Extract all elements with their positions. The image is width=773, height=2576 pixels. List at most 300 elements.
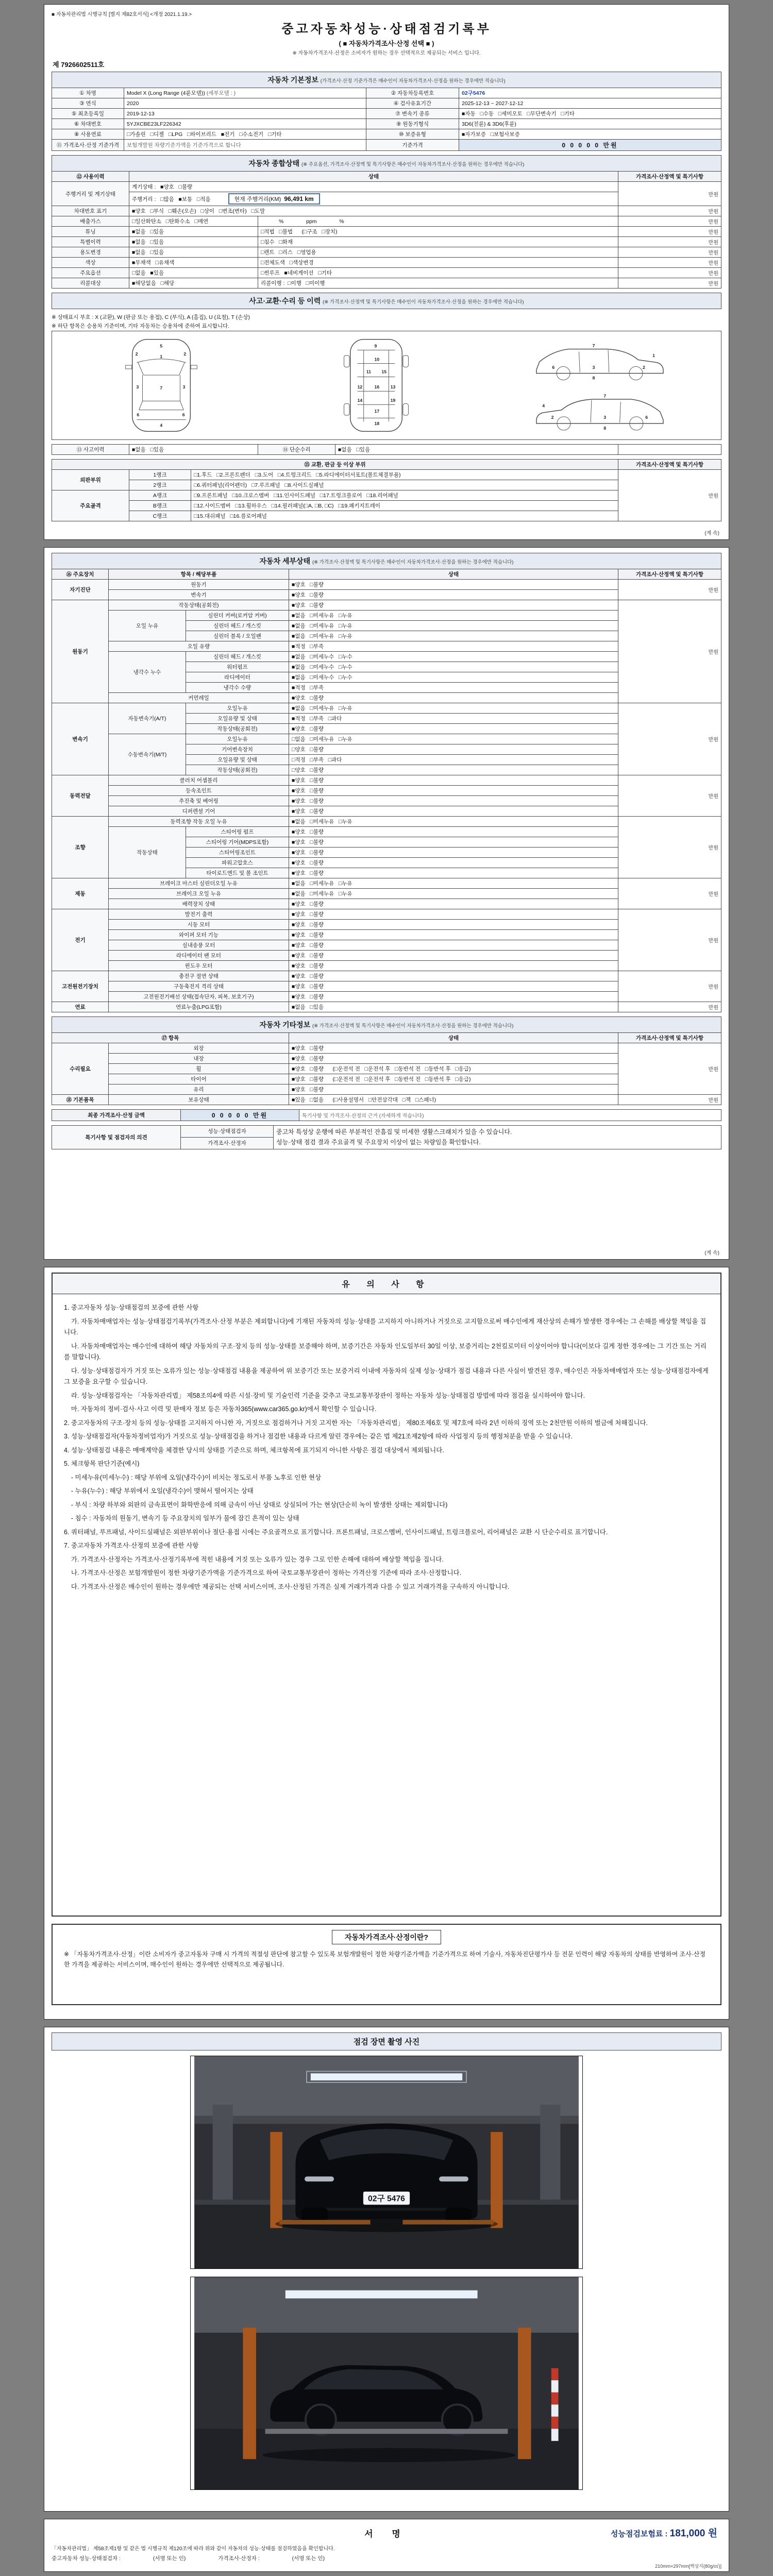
label-cell: 용도변경: [52, 247, 129, 258]
status-cell: ■양호 □불량: [289, 837, 618, 848]
frame-number: 15: [381, 369, 387, 375]
status-cell: ■없음 □미세누유 □누유: [289, 611, 618, 621]
status-cell: ■적정 □부족: [289, 683, 618, 693]
status-cell: ■양호 □불량: [289, 827, 618, 837]
exchange-panel-table: [52, 459, 721, 521]
photo-wrapper: [52, 2056, 721, 2498]
status-cell: ■적정 □부족 □과다: [289, 714, 618, 724]
notice-line: 가. 자동차매매업자는 성능·상태점검기록부(가격조사·산정 부분은 제외합니다)에 기재된 자동차의 성능·상태를 고지하지 아니하거나 거짓으로 고지함으로써 매수인에게 재산상의 손해가 발생한 경우에는 그 손해를 배상할 책임을 집니다.: [64, 1317, 707, 1336]
header-cell: 가격조사·산정액 및 특기사항: [618, 460, 721, 470]
status-cell: □15.대쉬패널 □16.플로어패널: [191, 511, 618, 521]
detail-status-table: [52, 553, 721, 1012]
status-cell: □양호 □불량: [289, 744, 618, 755]
pricing-info-title: 자동차가격조사·산정이란?: [332, 1930, 441, 1944]
price-cell: 만원: [618, 600, 721, 703]
base-price-cell: 0 0 0 0 0 만원: [459, 140, 721, 151]
lift-post: [518, 2328, 531, 2459]
label-cell: 튜닝: [52, 227, 129, 237]
status-cell: ■없음 □미세누유 □누유: [289, 631, 618, 641]
notice-line: 다. 성능·상태점검자가 거짓 또는 오류가 있는 성능·상태점검 내용을 제공하여 위 보증기간 또는 보증거리 이내에 자동차의 실제 성능·상태가 점검 내용과 다른 사실이 발견된 경우, 매수인은 자동차매매업자 또는 성능·상태점검자에게 그 보증을 요구할 수 있습니다.: [64, 1367, 711, 1385]
header-cell: 상태: [129, 172, 618, 182]
lift-post: [491, 2132, 503, 2228]
page-continue-marker: (계 속): [704, 531, 719, 536]
item-cell: 등속조인트: [109, 786, 289, 796]
overall-status-table: [52, 155, 721, 289]
panel-number: 8: [603, 426, 606, 431]
status-cell: ■양호 □불량: [289, 992, 618, 1002]
item-cell: 라디에이터 팬 모터: [109, 951, 289, 961]
frame-number: 10: [374, 357, 380, 362]
notice-line: 1. 중고자동차 성능·상태점검의 보증에 관한 사항: [64, 1304, 199, 1311]
label-cell: 가격조사·산정자: [181, 1137, 274, 1149]
item-cell: 냉각수 누수: [109, 652, 186, 693]
price-cell: 만원: [618, 470, 721, 521]
status-cell: ■없음 □있음: [335, 445, 618, 455]
status-cell: ■양호 □불량: [289, 600, 618, 611]
status-cell: ■양호 □불량: [289, 848, 618, 858]
value-cell: 2020: [124, 98, 366, 109]
status-cell: □6.쿼터패널(리어펜더) □7.루프패널 □8.사이드실패널: [191, 480, 618, 490]
price-cell: 만원: [618, 1043, 721, 1095]
status-cell: ■양호 □불량: [289, 930, 618, 940]
notice-line: - 미세누유(미세누수) : 해당 부위에 오일(냉각수)이 비치는 정도로서 부품 노후로 인한 현상: [64, 1473, 322, 1481]
page-continue-marker: (계 속): [704, 1250, 719, 1256]
label-cell: C랭크: [129, 511, 191, 521]
section-title: [52, 156, 721, 172]
label-cell: B랭크: [129, 501, 191, 511]
status-cell: 계기상태 : ■양호 □불량: [129, 182, 618, 192]
part-cell: 실린더 헤드 / 개스킷: [186, 652, 289, 662]
group-cell: 특기사항 및 점검자의 의견: [52, 1126, 181, 1149]
pricing-info-body: ※ 「자동차가격조사·산정」이란 소비자가 중고자동차 구매 시 가격의 적절성 판단에 참고할 수 있도록 보험개발원이 정한 차량기준가액을 기준가격으로 하여 기술사, 자동차진단평가사 등 전문 인력이 해당 자동차의 상태를 반영하여 조사·산정한 가격을 제공하는 서비스이며, 매수인이 원하는 경우에만 선택적으로 제공됩니다.: [64, 1951, 705, 1968]
status-cell: ■양호 □불량: [289, 961, 618, 971]
item-cell: 타이어: [109, 1074, 289, 1084]
value-cell: [124, 88, 366, 98]
label-cell: ⑭ 단순수리: [258, 445, 335, 455]
status-cell: ■없음 □미세누유 □누유: [289, 703, 618, 714]
car-diagram-top-view: [94, 334, 228, 437]
price-cell: 만원: [618, 817, 721, 878]
label-cell: ③ 연식: [52, 98, 124, 109]
panel-number: 2: [642, 364, 645, 370]
section-title-text: 사고·교환·수리 등 이력: [249, 297, 321, 305]
notice-box: [52, 1273, 721, 1917]
header-cell: ⑯ 주요장치: [52, 569, 109, 580]
inspector-signature-seal: (서명 또는 인): [153, 2555, 186, 2562]
status-cell: ■양호 □불량: [289, 693, 618, 703]
diagram-basis-legend: ※ 하단 항목은 승용차 기준이며, 기타 자동차는 승용차에 준하여 표시합니다.: [52, 323, 230, 329]
status-cell: □일산화탄소 □탄화수소 □매연: [129, 216, 258, 227]
section-title: [52, 553, 721, 569]
page-1: [44, 4, 729, 540]
notice-line: 7. 중고자동차 가격조사·산정의 보증에 관한 사항: [64, 1542, 199, 1549]
part-cell: 오일유량 및 상태: [186, 714, 289, 724]
item-cell: 디퍼렌셜 기어: [109, 806, 289, 817]
signature-line: [52, 2554, 721, 2562]
price-option-note: ※ 자동차가격조사·산정은 소비자가 원하는 경우 선택적으로 제공되는 서비스 입니다.: [292, 50, 481, 56]
page-3: [44, 1267, 729, 2020]
notice-line: 마. 자동차의 정비·검사·사고 이력 및 판매자 정보 등은 자동차365(www.car365.go.kr)에서 확인할 수 있습니다.: [64, 1405, 377, 1413]
panel-number: 4: [160, 422, 163, 428]
basic-info-table: [52, 72, 721, 151]
price-cell: 만원: [618, 182, 721, 206]
group-cell: 고전원전기장치: [52, 971, 109, 1002]
status-cell: □12.사이드멤버 □13.휠하우스 □14.필러패널(□A, □B, □C) □19.패키지트레이: [191, 501, 618, 511]
header-cell: ⑰ 항목: [52, 1033, 289, 1043]
value-cell: 2019-12-13: [124, 109, 366, 119]
status-cell: ■없음 □있음: [289, 1002, 618, 1012]
frame-number: 18: [374, 421, 380, 427]
opinion-line: 성능·상태 점검 결과 주요골격 및 주요장치 이상이 없는 차량임을 확인합니다.: [276, 1139, 481, 1146]
item-cell: 변속기: [109, 590, 289, 600]
ceiling-light: [285, 2291, 478, 2299]
header-cell: ⑮ 교환, 판금 등 이상 부위: [52, 460, 618, 470]
status-cell: ■양호 □불량 (□운전석 전 □운전석 후 □동반석 전 □동반석 후 □응급): [289, 1074, 618, 1084]
section-title-text: 자동차 세부상태: [259, 557, 311, 565]
label-cell: ④ 검사유효기간: [366, 98, 459, 109]
inspector-signature-label: 중고자동차 성능·상태점검자 :: [52, 2555, 121, 2562]
status-cell: ■없음 □미세누수 □누수: [289, 672, 618, 683]
status-cell: ■있음 □없음 (□사용설명서 □안전삼각대 □잭 □스패너): [289, 1095, 618, 1105]
price-cell: 만원: [618, 1095, 721, 1105]
notice-line: 나. 가격조사·산정은 보험개발원이 정한 차량기준가액을 기준가격으로 하여 국토교통부장관이 정하는 가격산정 기준에 따라 조사·산정합니다.: [64, 1569, 462, 1577]
fee-label: 성능점검보험료 :: [610, 2530, 668, 2538]
final-price-cell: 0 0 0 0 0 만원: [181, 1110, 299, 1121]
headlight: [439, 2176, 468, 2181]
item-cell: 고전원전기배선 상태(접속단자, 피복, 보호기구): [109, 992, 289, 1002]
label-cell: 차대번호 표기: [52, 206, 129, 216]
item-cell: 발전기 출력: [109, 909, 289, 920]
status-cell: □적법 □불법 (□구조 □장치): [258, 227, 618, 237]
price-cell: 만원: [618, 878, 721, 909]
notice-line: 2. 중고자동차의 구조·장치 등의 성능·상태를 고지하지 아니한 자, 거짓으로 점검하거나 거짓 고지한 자는 「자동차관리법」 제80조제6호 및 제7호에 따라 2년 이하의 징역 또는 2천만원 이하의 벌금에 처해집니다.: [64, 1419, 648, 1427]
panel-number: 7: [592, 343, 595, 349]
price-cell: [618, 445, 721, 455]
status-cell: ■없음 □미세누유 □누유: [289, 878, 618, 889]
price-option-subtitle: ( ■ 자동차가격조사·산정 선택 ■ ): [339, 40, 434, 47]
status-cell: □9.프론트패널 □10.크로스멤버 □11.인사이드패널 □17.트렁크플로어 □18.리어패널: [191, 490, 618, 501]
value-cell: 3D6(전륜) & 3D6(후륜): [459, 119, 721, 129]
part-cell: 작동상태(공회전): [186, 765, 289, 775]
item-cell: 휠: [109, 1064, 289, 1074]
item-cell: 브레이크 오일 누유: [109, 889, 289, 899]
group-cell: 연료: [52, 1002, 109, 1012]
notice-line: - 누유(누수) : 해당 부위에서 오일(냉각수)이 맺혀서 떨어지는 상태: [64, 1487, 254, 1495]
section-title-text: 자동차 기본정보: [267, 76, 318, 84]
status-cell: ■양호 □불량: [289, 724, 618, 734]
item-cell: 오일 유량: [109, 641, 289, 652]
price-cell: 만원: [618, 237, 721, 247]
status-cell: ■양호 □불량: [289, 796, 618, 806]
mileage-checks: 주행거리 : □많음 ■보통 □적음: [132, 196, 211, 202]
price-cell: 만원: [618, 278, 721, 289]
section-note: (※ 가격조사·산정액 및 특기사항은 매수인이 자동차가격조사·산정을 원하는 경우에만 적습니다): [323, 299, 524, 305]
item-cell: 유리: [109, 1084, 289, 1095]
status-cell: ■양호 □불량: [289, 1054, 618, 1064]
label-cell: ⑪ 가격조사·산정 기준가격: [52, 140, 124, 151]
status-cell: ■자동 □수동 □세미오토 □무단변속기 □기타: [459, 109, 721, 119]
price-cell: 만원: [618, 971, 721, 1002]
status-cell: □전체도색 □색상변경: [258, 258, 618, 268]
item-cell: 외장: [109, 1043, 289, 1054]
status-cell: □렌트 □리스 □영업용: [258, 247, 618, 258]
status-cell: ■없음 □미세누유 □누유: [289, 817, 618, 827]
item-cell: 브레이크 마스터 실린더오일 누유: [109, 878, 289, 889]
page-5: [44, 2519, 729, 2572]
notice-line: 다. 가격조사·산정은 매수인이 원하는 경우에만 제공되는 선택 서비스이며, 조사·산정된 가격은 실제 거래가격과 다를 수 있고 거래가격을 구속하지 아니합니다.: [64, 1583, 510, 1590]
panel-number: 3: [603, 415, 606, 420]
status-cell: ■양호 □불량: [289, 909, 618, 920]
item-cell: 원동기: [109, 580, 289, 590]
price-cell: 만원: [618, 703, 721, 775]
wheel: [445, 2208, 472, 2221]
group-cell: 원동기: [52, 600, 109, 703]
group-cell: 전기: [52, 909, 109, 971]
status-cell: ■없음 □있음: [129, 247, 258, 258]
status-cell: ■자가보증 □보험사보증: [459, 129, 721, 140]
car-diagram-underbody-view: [309, 334, 443, 437]
item-cell: 작동상태: [109, 827, 186, 878]
part-cell: 워터펌프: [186, 662, 289, 672]
wheel: [301, 2208, 328, 2221]
frame-number: 14: [357, 398, 363, 403]
status-cell: ■양호 □불량: [289, 940, 618, 951]
notice-line: 5. 체크항목 판단기준(예시): [64, 1460, 140, 1467]
lift-arm: [402, 2220, 494, 2225]
part-cell: 작동상태(공회전): [186, 724, 289, 734]
label-cell: 배출가스: [52, 216, 129, 227]
vehicle-damage-diagrams: [52, 331, 721, 440]
photo-section-title: 점검 장면 촬영 사진: [52, 2032, 721, 2050]
label-cell: ⑦ 변속기 종류: [366, 109, 459, 119]
headlight: [305, 2176, 334, 2181]
label-cell: 2랭크: [129, 480, 191, 490]
status-cell: ■양호 □불량: [289, 806, 618, 817]
accident-history-table: [52, 444, 721, 455]
panel-number: 3: [182, 384, 186, 390]
confirmation-statement: 「자동차관리법」 제58조제1항 및 같은 법 시행규칙 제120조에 따라 위와 같이 자동차의 성능·상태를 점검하였음을 확인합니다.: [52, 2546, 335, 2552]
form-reference: ■ 자동차관리법 시행규칙 [별지 제82호서식] <개정 2021.1.19.>: [52, 12, 192, 18]
item-cell: 커먼레일: [109, 693, 289, 703]
panel-number: 8: [592, 375, 595, 381]
status-cell: ■양호 □불량: [289, 786, 618, 796]
notice-line: 가. 가격조사·산정자는 가격조사·산정기록부에 적힌 내용에 거짓 또는 오류가 있는 경우 그로 인한 손해에 대하여 배상할 책임을 집니다.: [64, 1555, 444, 1563]
item-cell: 수동변속기(M/T): [109, 734, 186, 775]
inspector-opinion-table: [52, 1125, 721, 1149]
status-cell: □가솔린 □디젤 □LPG □하이브리드 ■전기 □수소전기 □기타: [124, 129, 366, 140]
label-cell: ⑩ 보증유형: [366, 129, 459, 140]
status-symbol-legend: ※ 상태표시 부호 : X (교환), W (판금 또는 용접), C (부식), A (흠집), U (요철), T (손상): [52, 314, 250, 320]
price-cell: 만원: [618, 909, 721, 971]
notice-line: 라. 성능·상태점검자는 「자동차관리법」 제58조의4에 따른 시설·장비 및 기술인력 기준을 갖추고 국토교통부장관이 정하는 자동차 성능·상태점검 방법에 따라 점검을 실시하여야 합니다.: [64, 1392, 585, 1399]
part-cell: 냉각수 수량: [186, 683, 289, 693]
status-cell: □침수 □화재: [258, 237, 618, 247]
frame-number: 19: [390, 398, 396, 403]
price-cell: 만원: [618, 206, 721, 216]
signature-header: [52, 2524, 721, 2539]
group-cell: 수리필요: [52, 1043, 109, 1095]
status-cell: □썬루프 ■네비게이션 □기타: [258, 268, 618, 278]
item-cell: 시동 모터: [109, 920, 289, 930]
part-cell: 스티어링조인트: [186, 848, 289, 858]
panel-number: 6: [645, 415, 648, 420]
insurance-fee: [611, 2526, 717, 2539]
status-cell: ■양호 □불량 (□운전석 전 □운전석 후 □동반석 전 □동반석 후 □응급): [289, 1064, 618, 1074]
status-cell: % ppm %: [258, 216, 618, 227]
odometer-box: [228, 193, 320, 205]
striped-safety-pole: [551, 2368, 559, 2441]
price-cell: 만원: [618, 268, 721, 278]
label-cell: ⑤ 최초등록일: [52, 109, 124, 119]
signature-title: 서 명: [364, 2529, 409, 2539]
lift-post: [243, 2328, 256, 2459]
header-cell: 가격조사·산정액 및 특기사항: [618, 172, 721, 182]
status-cell: ■없음 □미세누수 □누수: [289, 662, 618, 672]
header-cell: 상태: [289, 1033, 618, 1043]
status-cell: ■양호 □불량: [289, 1084, 618, 1095]
status-cell: ■양호 □불량: [289, 951, 618, 961]
panel-number: 4: [542, 403, 545, 409]
label-cell: 기준가격: [366, 140, 459, 151]
item-cell: 윈도우 모터: [109, 961, 289, 971]
panel-number: 2: [551, 415, 554, 420]
appraiser-signature-seal: (서명 또는 인): [292, 2555, 325, 2562]
etc-info-table: [52, 1016, 721, 1105]
item-cell: 연료누출(LPG포함): [109, 1002, 289, 1012]
part-cell: 스티어링 펌프: [186, 827, 289, 837]
label-cell: 최종 가격조사·산정 금액: [52, 1110, 181, 1121]
status-cell: ■없음 □있음: [129, 445, 258, 455]
pricing-info-box: [52, 1924, 721, 2005]
item-cell: 추진축 및 베어링: [109, 796, 289, 806]
status-cell: ■양호 □불량: [289, 580, 618, 590]
status-cell: □없음 ■있음: [129, 268, 258, 278]
label-cell: 색상: [52, 258, 129, 268]
group-cell: ⑱ 기본품목: [52, 1095, 109, 1105]
notice-line: 6. 쿼터패널, 루프패널, 사이드실패널은 외판부위이나 절단·용접 시에는 주요골격으로 표기합니다. 프론트패널, 크로스멤버, 인사이드패널, 트렁크플로어, 리어패널은 교환 시 단순수리로 표기합니다.: [64, 1528, 608, 1536]
inspection-photo-front: [190, 2056, 583, 2269]
panel-number: 1: [652, 353, 655, 359]
part-cell: 실린더 블록 / 오일팬: [186, 631, 289, 641]
section-title: [52, 72, 721, 88]
appraiser-signature-label: 가격조사·산정자 :: [218, 2555, 260, 2562]
panel-number: 1: [160, 354, 163, 360]
page-2: [44, 547, 729, 1260]
part-cell: 라디에이터: [186, 672, 289, 683]
section-title: [52, 293, 721, 309]
status-cell: ■양호 □불량: [289, 920, 618, 930]
item-cell: 오일 누유: [109, 611, 186, 641]
frame-number: 9: [374, 343, 377, 349]
accident-section-title: [52, 293, 721, 309]
part-cell: 기어변속장치: [186, 744, 289, 755]
header-cell: 가격조사·산정액 및 특기사항: [618, 569, 721, 580]
notice-line: 3. 성능·상태점검자(자동차정비업자)가 거짓으로 성능·상태점검을 하거나 점검한 내용과 다르게 알린 경우에는 같은 법 제21조제2항에 따라 사업정지 등의 행정처분을 받을 수 있습니다.: [64, 1433, 573, 1440]
part-cell: 오일누유: [186, 703, 289, 714]
vin-value: 5YJXCBE23LF226342: [124, 119, 366, 129]
fee-value: 181,000 원: [669, 2528, 717, 2539]
paper-spec-note: 210mm×297mm[백상지(80g/㎡)]: [655, 2564, 721, 2569]
status-cell: 리콜이행 : □이행 □미이행: [258, 278, 618, 289]
value-cell: 2025-12-13 ~ 2027-12-12: [459, 98, 721, 109]
frame-number: 17: [374, 408, 380, 414]
group-cell: 주요골격: [52, 490, 129, 521]
notice-line: - 침수 : 자동차의 원동기, 변속기 등 주요장치의 일부가 물에 잠긴 흔적이 있는 상태: [64, 1515, 299, 1522]
registration-number: 02구5476: [459, 88, 721, 98]
status-cell: ■없음 □미세누유 □누유: [289, 889, 618, 899]
notice-line: 4. 성능·상태점검 내용은 매매계약을 체결한 당시의 상태를 기준으로 하며, 체크항목에 표기되지 아니한 사항은 점검 대상에서 제외됩니다.: [64, 1446, 444, 1454]
part-cell: 파워고압호스: [186, 858, 289, 868]
status-cell: ■무채색 □유채색: [129, 258, 258, 268]
price-cell: 만원: [618, 1002, 721, 1012]
status-cell: ■적정 □부족: [289, 641, 618, 652]
notice-body: [53, 1294, 720, 1603]
part-cell: 스티어링 기어(MDPS포함): [186, 837, 289, 848]
panel-number: 3: [592, 364, 595, 370]
odometer-value: 96,491 km: [284, 195, 314, 202]
frame-number: 12: [357, 384, 363, 390]
final-price-table: [52, 1109, 721, 1121]
basis-note-cell: 특기사항 및 가격조사·산정의 근거 (자세하게 적습니다): [299, 1110, 721, 1121]
price-cell: 만원: [618, 216, 721, 227]
panel-number: 6: [137, 412, 140, 417]
panel-number: 2: [183, 351, 187, 357]
price-cell: 만원: [618, 775, 721, 817]
header-cell: 가격조사·산정액 및 특기사항: [618, 1033, 721, 1043]
header-cell: ⑫ 사용이력: [52, 172, 129, 182]
inspection-photo-lifted: [190, 2277, 583, 2490]
opinion-cell: [274, 1126, 721, 1149]
price-cell: 만원: [618, 258, 721, 268]
frame-number: 11: [366, 369, 372, 375]
label-cell: 주행거리 및 계기상태: [52, 182, 129, 206]
label-cell: 리콜대상: [52, 278, 129, 289]
panel-number: 6: [551, 364, 554, 370]
status-cell: ■양호 □불량: [289, 858, 618, 868]
license-plate-text: 02구 5476: [368, 2194, 405, 2204]
status-cell: [129, 192, 618, 206]
status-cell: ■없음 □있음: [129, 237, 258, 247]
item-cell: 실내송풍 모터: [109, 940, 289, 951]
notice-title: 유 의 사 항: [53, 1274, 720, 1294]
header-cell: 상태: [289, 569, 618, 580]
item-cell: 보유상태: [109, 1095, 289, 1105]
item-cell: 구동축전지 격리 상태: [109, 981, 289, 992]
section-title-text: 자동차 기타정보: [259, 1021, 311, 1029]
group-cell: 동력전달: [52, 775, 109, 817]
price-cell: 만원: [618, 227, 721, 237]
item-cell: 충전구 절연 상태: [109, 971, 289, 981]
label-cell: ⑥ 차대번호: [52, 119, 124, 129]
panel-number: 3: [136, 384, 139, 390]
status-cell: □1.후드 □2.프론트펜더 □3.도어 □4.트렁크리드 □5.라디에이터서포트(볼트체결부품): [191, 470, 618, 480]
notice-line: 나. 자동차매매업자는 매수인에 대하여 해당 자동차의 구조·장치 등의 성능·상태를 보증해야 하며, 보증기간은 자동차 인도일부터 30일 이상, 보증거리는 2천킬로미터 이상이어야 합니다(이보다 길게 정한 경우에는 그 기간 또는 거리를 말합니다).: [64, 1342, 707, 1361]
status-cell: ■없음 □미세누수 □누수: [289, 652, 618, 662]
header-cell: 항목 / 해당부품: [109, 569, 289, 580]
part-cell: 타이로드엔드 및 볼 조인트: [186, 868, 289, 878]
status-cell: □없음 □미세누유 □누유: [289, 734, 618, 744]
item-cell: 내장: [109, 1054, 289, 1064]
status-cell: ■해당없음 □해당: [129, 278, 258, 289]
panel-number: 2: [136, 351, 138, 357]
odometer-label: 현재 주행거리(KM): [234, 196, 281, 202]
status-cell: □양호 □불량: [289, 765, 618, 775]
status-cell: ■양호 □불량: [289, 899, 618, 909]
section-note: (※ 가격조사·산정액 및 특기사항은 매수인이 자동차가격조사·산정을 원하는 경우에만 적습니다): [312, 1023, 514, 1029]
status-cell: ■양호 □불량: [289, 868, 618, 878]
status-cell: □적정 □부족 □과다: [289, 755, 618, 765]
part-cell: 오일유량 및 상태: [186, 755, 289, 765]
